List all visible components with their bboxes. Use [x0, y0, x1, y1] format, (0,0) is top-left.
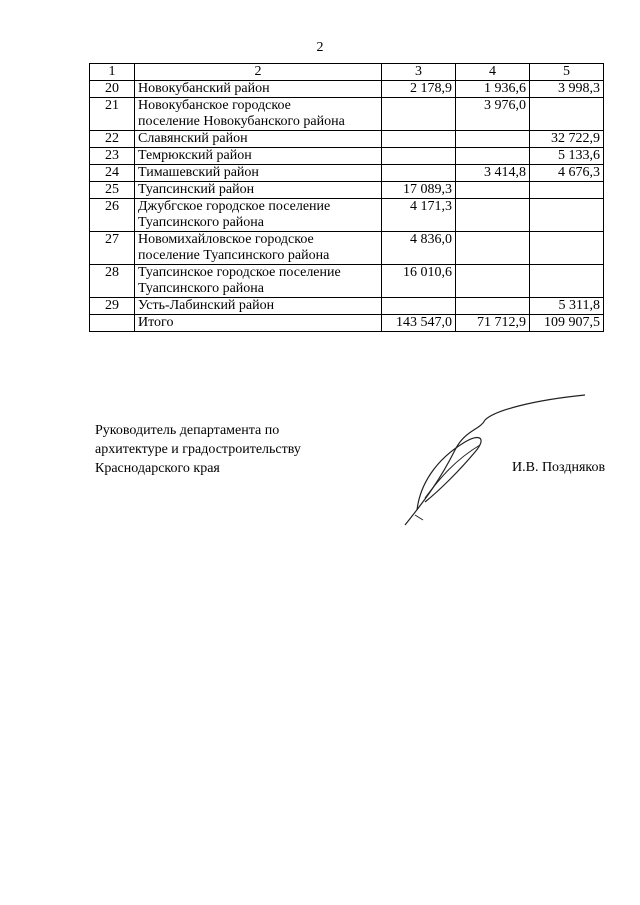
municipality-name-line: поселение Новокубанского района	[138, 114, 345, 129]
row-number-cell: 25	[90, 182, 135, 199]
value-cell-c4	[456, 182, 530, 199]
municipality-name-line: Туапсинского района	[138, 281, 264, 296]
header-cell: 1	[90, 64, 135, 81]
value-cell-c4	[456, 148, 530, 165]
table-row	[90, 81, 604, 98]
value-cell-c3: 17 089,3	[382, 182, 456, 199]
header-cell: 4	[456, 64, 530, 81]
signer-title-line: архитектуре и градостроительству	[95, 442, 301, 457]
municipality-name-cell	[135, 131, 382, 148]
value-cell-c5	[530, 182, 604, 199]
value-cell-c3: 2 178,9	[382, 81, 456, 98]
value-cell-c5	[530, 265, 604, 298]
table-row	[90, 232, 604, 265]
municipality-name-cell	[135, 199, 382, 232]
row-number-cell: 26	[90, 199, 135, 232]
municipality-name-cell	[135, 315, 382, 332]
municipality-name-cell	[135, 265, 382, 298]
value-cell-c4	[456, 298, 530, 315]
table-row	[90, 265, 604, 298]
value-cell-c3	[382, 131, 456, 148]
municipality-name-line: Славянский район	[138, 131, 248, 146]
header-cell: 5	[530, 64, 604, 81]
municipality-name-line: поселение Туапсинского района	[138, 248, 330, 263]
table-row	[90, 165, 604, 182]
value-cell-c3	[382, 148, 456, 165]
municipality-name-line: Усть-Лабинский район	[138, 298, 275, 313]
table-row	[90, 298, 604, 315]
municipality-name-cell	[135, 298, 382, 315]
value-cell-c5: 3 998,3	[530, 81, 604, 98]
row-number-cell: 21	[90, 98, 135, 131]
value-cell-c4	[456, 232, 530, 265]
value-cell-c5	[530, 98, 604, 131]
value-cell-c5: 5 311,8	[530, 298, 604, 315]
table-row	[90, 98, 604, 131]
municipality-name-line: Итого	[138, 315, 174, 330]
header-cell: 2	[135, 64, 382, 81]
row-number-cell	[90, 315, 135, 332]
municipality-name-cell	[135, 81, 382, 98]
signature-block	[95, 421, 301, 478]
value-cell-c4: 3 976,0	[456, 98, 530, 131]
data-table	[89, 63, 604, 332]
table-row	[90, 315, 604, 332]
value-cell-c3: 4 836,0	[382, 232, 456, 265]
signer-title-line: Руководитель департамента по	[95, 423, 280, 438]
row-number-cell: 24	[90, 165, 135, 182]
value-cell-c4: 71 712,9	[456, 315, 530, 332]
municipality-name-line: Туапсинское городское поселение	[138, 265, 341, 280]
municipality-name-cell	[135, 232, 382, 265]
table-row	[90, 182, 604, 199]
page-number: 2	[316, 40, 324, 55]
table-body	[90, 64, 604, 332]
municipality-name-line: Темрюкский район	[138, 148, 252, 163]
value-cell-c3: 143 547,0	[382, 315, 456, 332]
value-cell-c5	[530, 199, 604, 232]
table-header-row	[90, 64, 604, 81]
municipality-name-line: Джубгское городское поселение	[138, 199, 331, 214]
signer-title-line: Краснодарского края	[95, 461, 220, 476]
value-cell-c5	[530, 232, 604, 265]
value-cell-c3: 16 010,6	[382, 265, 456, 298]
municipality-name-line: Новокубанское городское	[138, 98, 291, 113]
value-cell-c5: 32 722,9	[530, 131, 604, 148]
header-cell: 3	[382, 64, 456, 81]
row-number-cell: 22	[90, 131, 135, 148]
municipality-name-cell	[135, 182, 382, 199]
municipality-name-line: Тимашевский район	[138, 165, 259, 180]
value-cell-c4	[456, 265, 530, 298]
municipality-name-cell	[135, 148, 382, 165]
municipality-name-cell	[135, 98, 382, 131]
value-cell-c4: 3 414,8	[456, 165, 530, 182]
row-number-cell: 20	[90, 81, 135, 98]
value-cell-c3: 4 171,3	[382, 199, 456, 232]
row-number-cell: 27	[90, 232, 135, 265]
row-number-cell: 28	[90, 265, 135, 298]
municipality-name-cell	[135, 165, 382, 182]
table-row	[90, 131, 604, 148]
value-cell-c4: 1 936,6	[456, 81, 530, 98]
municipality-name-line: Новомихайловское городское	[138, 232, 314, 247]
value-cell-c3	[382, 298, 456, 315]
municipality-name-line: Новокубанский район	[138, 81, 270, 96]
value-cell-c5: 5 133,6	[530, 148, 604, 165]
signer-name: И.В. Поздняков	[512, 460, 606, 475]
value-cell-c3	[382, 98, 456, 131]
value-cell-c4	[456, 199, 530, 232]
value-cell-c4	[456, 131, 530, 148]
value-cell-c5: 109 907,5	[530, 315, 604, 332]
municipality-name-line: Туапсинский район	[138, 182, 255, 197]
table-row	[90, 148, 604, 165]
row-number-cell: 29	[90, 298, 135, 315]
value-cell-c3	[382, 165, 456, 182]
row-number-cell: 23	[90, 148, 135, 165]
value-cell-c5: 4 676,3	[530, 165, 604, 182]
table-row	[90, 199, 604, 232]
municipality-name-line: Туапсинского района	[138, 215, 264, 230]
